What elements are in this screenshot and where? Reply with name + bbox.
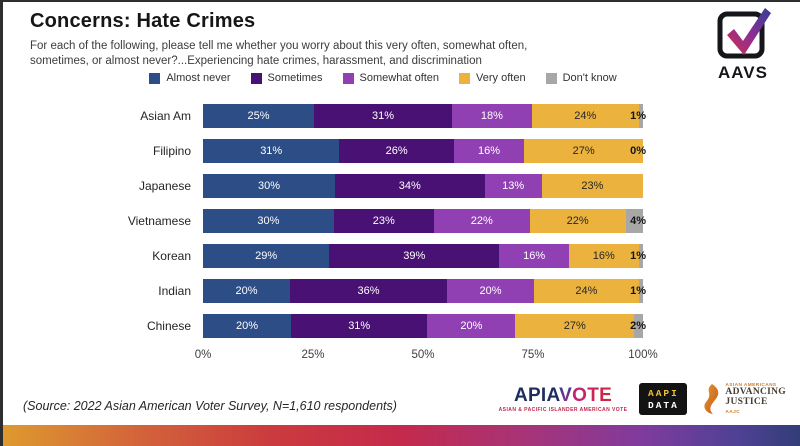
apiavote-tagline: ASIAN & PACIFIC ISLANDER AMERICAN VOTE <box>498 406 628 413</box>
bar-segment-very-often <box>569 244 639 268</box>
legend-label: Sometimes <box>267 72 323 84</box>
dont-know-value-label: 1% <box>630 285 646 297</box>
aapi-data-line2: DATA <box>648 399 679 411</box>
x-axis-tick: 25% <box>301 349 325 361</box>
segment-value-label: 16% <box>478 145 501 157</box>
bar-segment-somewhat-often <box>485 174 542 198</box>
row-label: Japanese <box>138 179 191 193</box>
bar-segment-very-often <box>530 209 626 233</box>
header <box>30 10 527 69</box>
aapi-data-logo <box>639 383 687 415</box>
x-axis-tick: 75% <box>521 349 545 361</box>
bar-segment-almost-never <box>203 279 290 303</box>
segment-value-label: 22% <box>470 215 493 227</box>
legend-item-sometimes <box>251 72 323 84</box>
chart-row <box>15 104 667 128</box>
legend-swatch-icon <box>343 73 354 84</box>
aavs-logo-label: AAVS <box>718 63 768 82</box>
legend-swatch-icon <box>459 73 470 84</box>
dont-know-value-label: 4% <box>630 215 646 227</box>
legend-item-somewhat-often <box>343 72 440 84</box>
legend <box>15 72 655 84</box>
segment-value-label: 24% <box>574 110 597 122</box>
bar-segment-sometimes <box>334 209 434 233</box>
apiavote-v-check: V <box>559 384 573 406</box>
chart-row <box>15 174 667 198</box>
legend-label: Very often <box>476 72 526 84</box>
segment-value-label: 20% <box>235 285 258 297</box>
legend-item-very-often <box>459 72 526 84</box>
bar-asian-am <box>203 104 646 128</box>
advancing-justice-main2: JUSTICE <box>725 397 768 407</box>
row-label: Vietnamese <box>127 214 191 228</box>
segment-value-label: 31% <box>260 145 283 157</box>
segment-value-label: 34% <box>398 180 421 192</box>
row-label: Indian <box>158 284 191 298</box>
segment-value-label: 18% <box>480 110 503 122</box>
segment-value-label: 30% <box>257 180 281 192</box>
bar-segment-sometimes <box>339 139 453 163</box>
bar-filipino <box>203 139 646 163</box>
row-label: Korean <box>152 249 191 263</box>
bar-korean <box>203 244 646 268</box>
segment-value-label: 23% <box>581 180 604 192</box>
bar-segment-almost-never <box>203 244 329 268</box>
bar-segment-somewhat-often <box>452 104 532 128</box>
apiavote-apia-text: APIA <box>513 384 560 406</box>
bar-segment-somewhat-often <box>454 139 524 163</box>
segment-value-label: 25% <box>247 110 270 122</box>
bar-indian <box>203 279 646 303</box>
legend-item-don-t-know <box>546 72 617 84</box>
dont-know-value-label: 1% <box>630 250 646 262</box>
partner-logos <box>499 383 786 415</box>
segment-value-label: 36% <box>357 285 380 297</box>
segment-value-label: 16% <box>592 250 615 262</box>
chart-row <box>15 209 667 233</box>
legend-label: Don't know <box>562 72 617 84</box>
segment-value-label: 30% <box>257 215 280 227</box>
legend-swatch-icon <box>149 73 160 84</box>
segment-value-label: 27% <box>572 145 595 157</box>
legend-label: Almost never <box>166 72 231 84</box>
legend-swatch-icon <box>546 73 557 84</box>
row-label: Asian Am <box>140 109 191 123</box>
bar-segment-almost-never <box>203 209 334 233</box>
bar-segment-somewhat-often <box>499 244 569 268</box>
dont-know-value-label: 2% <box>630 320 646 332</box>
x-axis-tick: 0% <box>194 349 212 361</box>
row-label: Chinese <box>146 319 191 333</box>
bar-vietnamese <box>203 209 646 233</box>
bar-segment-somewhat-often <box>427 314 515 338</box>
apiavote-wordmark <box>514 386 612 405</box>
advancing-justice-text <box>725 383 786 415</box>
bar-segment-very-often <box>524 139 643 163</box>
segment-value-label: 20% <box>479 285 502 297</box>
source-note: (Source: 2022 Asian American Voter Survey, N=1,610 respondents) <box>23 399 397 413</box>
advancing-justice-aajc-label: AAJC <box>725 409 741 415</box>
bottom-gradient-strip <box>3 425 800 446</box>
segment-value-label: 31% <box>348 320 371 332</box>
chart-row <box>15 139 667 163</box>
segment-value-label: 16% <box>523 250 546 262</box>
x-axis-tick: 100% <box>628 349 658 361</box>
segment-value-label: 13% <box>502 180 525 192</box>
page-title: Concerns: Hate Crimes <box>30 10 256 32</box>
aapi-data-line1: AAPI <box>648 387 679 399</box>
chart-row <box>15 244 667 268</box>
bar-segment-sometimes <box>290 279 447 303</box>
advancing-justice-flame-icon <box>699 383 721 415</box>
dont-know-value-label: 1% <box>630 110 646 122</box>
bar-segment-almost-never <box>203 139 339 163</box>
subtitle-line-1: For each of the following, please tell me whether you worry about this very often, somewhat often, <box>30 40 528 52</box>
segment-value-label: 24% <box>575 285 598 297</box>
bar-segment-sometimes <box>329 244 499 268</box>
bar-segment-sometimes <box>314 104 452 128</box>
segment-value-label: 23% <box>372 215 395 227</box>
bar-segment-very-often <box>534 279 639 303</box>
advancing-justice-top-label: ASIAN AMERICANS <box>725 383 777 388</box>
x-axis-tick: 50% <box>411 349 435 361</box>
segment-value-label: 31% <box>371 110 395 122</box>
advancing-justice-main1: ADVANCING <box>725 387 786 398</box>
segment-value-label: 29% <box>255 250 278 262</box>
aavs-logo <box>706 6 780 83</box>
aavs-checkbox-icon <box>710 6 776 60</box>
chart-subtitle <box>30 39 527 69</box>
segment-value-label: 20% <box>235 320 259 332</box>
bar-segment-almost-never <box>203 314 291 338</box>
row-label: Filipino <box>152 144 191 158</box>
chart-row <box>15 314 667 338</box>
segment-value-label: 39% <box>403 250 426 262</box>
chart-rows <box>15 104 667 338</box>
bar-segment-very-often <box>515 314 634 338</box>
x-axis <box>194 349 658 365</box>
bar-segment-very-often <box>542 174 643 198</box>
bar-segment-sometimes <box>335 174 485 198</box>
dont-know-value-label: 0% <box>630 145 646 157</box>
legend-item-almost-never <box>149 72 230 84</box>
bar-segment-almost-never <box>203 174 335 198</box>
advancing-justice-logo <box>699 383 786 415</box>
apiavote-logo <box>499 386 628 413</box>
bar-segment-very-often <box>532 104 639 128</box>
chart-row <box>15 279 667 303</box>
bar-segment-sometimes <box>291 314 427 338</box>
apiavote-ote-text: OTE <box>572 384 613 406</box>
bar-chinese <box>203 314 646 338</box>
bar-segment-somewhat-often <box>434 209 530 233</box>
legend-label: Somewhat often <box>359 72 440 84</box>
segment-value-label: 20% <box>460 320 483 332</box>
segment-value-label: 27% <box>563 320 586 332</box>
bar-segment-somewhat-often <box>447 279 534 303</box>
bar-japanese <box>203 174 643 198</box>
legend-swatch-icon <box>251 73 262 84</box>
subtitle-line-2: sometimes, or almost never?...Experiencing hate crimes, harassment, and discrimination <box>30 55 482 68</box>
segment-value-label: 22% <box>566 215 589 227</box>
stacked-bar-chart <box>15 104 667 365</box>
segment-value-label: 26% <box>385 145 408 157</box>
bar-segment-almost-never <box>203 104 314 128</box>
